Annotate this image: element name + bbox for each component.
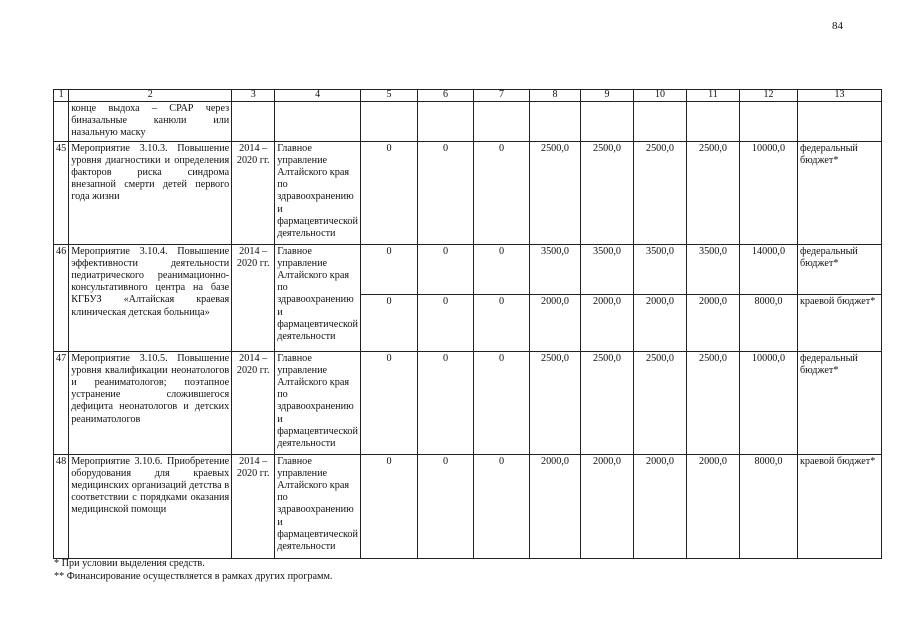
- executor: Главное управление Алтайского края по здравоохранению и фармацевтической деятельности: [275, 141, 361, 244]
- value-cell: 2000,0: [633, 454, 686, 558]
- value-cell: 0: [360, 294, 417, 351]
- value-cell: 10000,0: [739, 351, 797, 454]
- column-number: 3: [232, 90, 275, 102]
- row-number: 47: [54, 351, 69, 454]
- activity-name: Мероприятие 3.10.3. Повышение уровня диагностики и определения факторов риска синдрома внезапной смерти детей первого года жизни: [69, 141, 232, 244]
- page-number: 84: [832, 20, 843, 32]
- value-cell: 2000,0: [686, 454, 739, 558]
- period: 2014 – 2020 гг.: [232, 454, 275, 558]
- value-cell: 2000,0: [529, 294, 580, 351]
- funding-source: краевой бюджет*: [797, 294, 881, 351]
- table-row-continuation: [54, 102, 882, 142]
- period: 2014 – 2020 гг.: [232, 351, 275, 454]
- value-cell: 3500,0: [633, 244, 686, 294]
- value-cell: 0: [473, 294, 529, 351]
- column-number-row: [54, 90, 882, 102]
- column-number: 9: [580, 90, 633, 102]
- period: 2014 – 2020 гг.: [232, 141, 275, 244]
- value-cell: 2500,0: [529, 141, 580, 244]
- value-cell: 2000,0: [580, 294, 633, 351]
- value-cell: 0: [473, 454, 529, 558]
- table-row: [54, 244, 882, 294]
- activity-name: Мероприятие 3.10.4. Повышение эффективности деятельности педиатрического реанимационно-консультативного центра на базе КГБУЗ «Алтайская краевая клиническая детская больница»: [69, 244, 232, 351]
- column-number: 10: [633, 90, 686, 102]
- value-cell: 0: [360, 351, 417, 454]
- table-row: [54, 141, 882, 244]
- value-cell: 3500,0: [580, 244, 633, 294]
- activity-name: Мероприятие 3.10.6. Приобретение оборудования для краевых медицинских организаций детства в соответствии с порядками оказания медицинской помощи: [69, 454, 232, 558]
- value-cell: 14000,0: [739, 244, 797, 294]
- column-number: 11: [686, 90, 739, 102]
- executor: Главное управление Алтайского края по здравоохранению и фармацевтической деятельности: [275, 244, 361, 351]
- value-cell: 2500,0: [580, 141, 633, 244]
- value-cell: 2500,0: [529, 351, 580, 454]
- value-cell: 0: [473, 141, 529, 244]
- value-cell: 0: [417, 141, 473, 244]
- footnote: * При условии выделения средств.: [54, 558, 205, 569]
- program-activities-table: [53, 89, 882, 559]
- footnote: ** Финансирование осуществляется в рамках других программ.: [54, 571, 333, 582]
- activity-name: Мероприятие 3.10.5. Повышение уровня квалификации неонатологов и реаниматологов; поэтапное устранение сложившегося дефицита неонатологов и детских реаниматологов: [69, 351, 232, 454]
- value-cell: 0: [360, 141, 417, 244]
- value-cell: 0: [417, 244, 473, 294]
- executor: Главное управление Алтайского края по здравоохранению и фармацевтической деятельности: [275, 454, 361, 558]
- value-cell: 2500,0: [580, 351, 633, 454]
- column-number: 13: [797, 90, 881, 102]
- value-cell: 3500,0: [529, 244, 580, 294]
- value-cell: 0: [417, 294, 473, 351]
- row-number: 46: [54, 244, 69, 351]
- period: 2014 – 2020 гг.: [232, 244, 275, 351]
- value-cell: 2000,0: [529, 454, 580, 558]
- column-number: 4: [275, 90, 361, 102]
- value-cell: 2500,0: [686, 141, 739, 244]
- value-cell: 0: [360, 244, 417, 294]
- value-cell: 2500,0: [686, 351, 739, 454]
- funding-source: федеральный бюджет*: [797, 244, 881, 294]
- column-number: 7: [473, 90, 529, 102]
- value-cell: 8000,0: [739, 294, 797, 351]
- value-cell: 2000,0: [580, 454, 633, 558]
- value-cell: 2000,0: [686, 294, 739, 351]
- column-number: 6: [417, 90, 473, 102]
- value-cell: 2500,0: [633, 141, 686, 244]
- column-number: 12: [739, 90, 797, 102]
- footnotes: [54, 557, 332, 583]
- row-number: 45: [54, 141, 69, 244]
- value-cell: 0: [417, 454, 473, 558]
- value-cell: 10000,0: [739, 141, 797, 244]
- funding-source: федеральный бюджет*: [797, 141, 881, 244]
- table-row: [54, 454, 882, 558]
- column-number: 1: [54, 90, 69, 102]
- funding-source: краевой бюджет*: [797, 454, 881, 558]
- value-cell: 0: [360, 454, 417, 558]
- column-number: 8: [529, 90, 580, 102]
- table-row: [54, 351, 882, 454]
- value-cell: 8000,0: [739, 454, 797, 558]
- value-cell: 2000,0: [633, 294, 686, 351]
- value-cell: 0: [473, 244, 529, 294]
- row-number: 48: [54, 454, 69, 558]
- column-number: 5: [360, 90, 417, 102]
- value-cell: 2500,0: [633, 351, 686, 454]
- value-cell: 0: [473, 351, 529, 454]
- value-cell: 0: [417, 351, 473, 454]
- activity-name: конце выдоха – СРАР через биназальные канюли или назальную маску: [69, 102, 232, 142]
- funding-source: федеральный бюджет*: [797, 351, 881, 454]
- value-cell: 3500,0: [686, 244, 739, 294]
- executor: Главное управление Алтайского края по здравоохранению и фармацевтической деятельности: [275, 351, 361, 454]
- column-number: 2: [69, 90, 232, 102]
